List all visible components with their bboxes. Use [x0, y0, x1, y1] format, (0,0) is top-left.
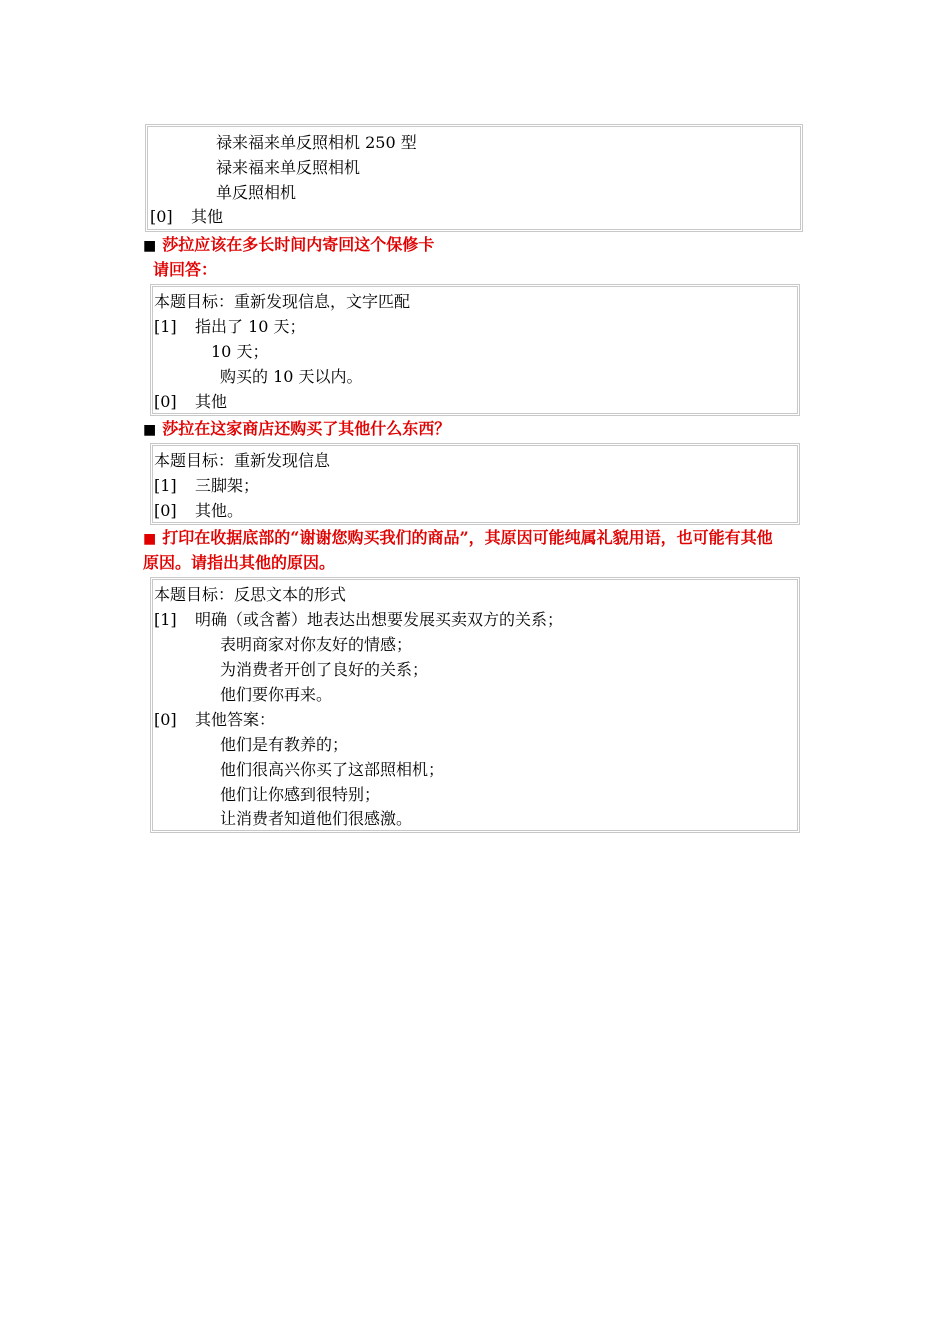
question-1: [143, 234, 434, 257]
bullet-square-icon: ■: [143, 531, 157, 547]
box4-sub1-item: 表明商家对你友好的情感；: [220, 635, 413, 654]
box4-sub1-item: 为消费者开创了良好的关系；: [220, 660, 429, 679]
question-1-prompt: 请回答：: [153, 260, 218, 279]
box1-line-1: 禄来福来单反照相机 250 型: [216, 133, 417, 152]
box3-code-1-text: 三脚架；: [195, 476, 260, 495]
box1-line-3: 单反照相机: [216, 183, 297, 202]
box4-code-0-text: 其他答案：: [195, 710, 276, 729]
box4-sub0-item: 让消费者知道他们很感激。: [220, 809, 413, 828]
box1-line-2: 禄来福来单反照相机: [216, 158, 361, 177]
question-2-text: 莎拉在这家商店还购买了其他什么东西？: [162, 419, 451, 438]
box4-code-0: [0]: [154, 710, 177, 729]
box3-code-0-text: 其他。: [195, 501, 244, 520]
box4-sub0-item: 他们是有教养的；: [220, 735, 349, 754]
question-1-text: 莎拉应该在多长时间内寄回这个保修卡: [162, 235, 435, 254]
question-2: [143, 418, 450, 441]
box3-code-0: [0]: [154, 501, 177, 520]
box2-sub-2: 购买的 10 天以内。: [220, 367, 363, 386]
question-3: [143, 527, 773, 550]
box3-code-1: [1]: [154, 476, 177, 495]
question-3-line-2: 原因。请指出其他的原因。: [143, 553, 336, 572]
box2-goal: 本题目标：重新发现信息，文字匹配: [154, 292, 411, 311]
box3-goal: 本题目标：重新发现信息: [154, 451, 331, 470]
box2-sub-1: 10 天；: [211, 342, 269, 361]
bullet-square-icon: ■: [143, 422, 157, 438]
box4-code-1-text: 明确（或含蓄）地表达出想要发展买卖双方的关系；: [195, 610, 564, 629]
answer-box-3: [150, 443, 800, 525]
answer-box-2: [150, 284, 800, 416]
box4-sub0-item: 他们很高兴你买了这部照相机；: [220, 760, 445, 779]
box2-code-1: [1]: [154, 317, 177, 336]
box2-code-0-text: 其他: [195, 392, 228, 411]
box2-code-1-text: 指出了 10 天；: [195, 317, 306, 336]
box2-code-0: [0]: [154, 392, 177, 411]
bullet-square-icon: ■: [143, 238, 157, 254]
question-3-text-line-1: 打印在收据底部的“谢谢您购买我们的商品”，其原因可能纯属礼貌用语，也可能有其他: [162, 528, 773, 547]
box1-code-0-text: 其他: [191, 207, 224, 226]
box1-code-0: [0]: [150, 207, 173, 226]
box4-goal: 本题目标：反思文本的形式: [154, 585, 347, 604]
box4-sub1-item: 他们要你再来。: [220, 685, 333, 704]
box4-code-1: [1]: [154, 610, 177, 629]
answer-box-1: [145, 124, 803, 232]
box4-sub0-item: 他们让你感到很特别；: [220, 785, 381, 804]
answer-box-4: [150, 577, 800, 833]
